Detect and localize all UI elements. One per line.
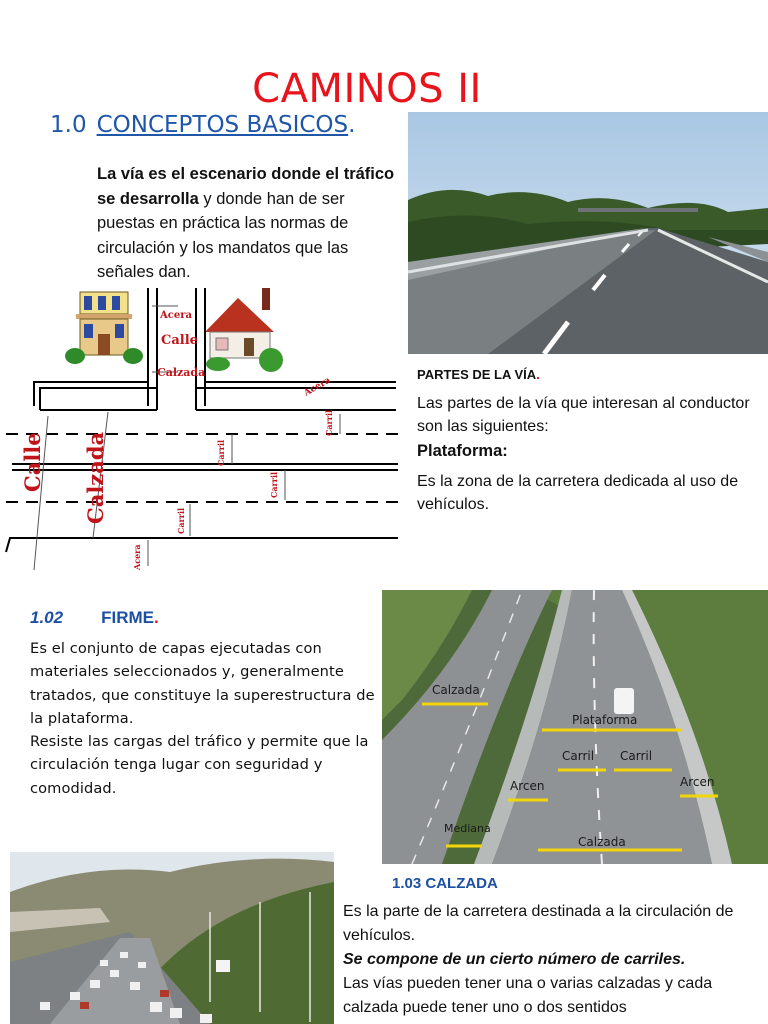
calzada-text bbox=[343, 900, 763, 1020]
firme-text-1: Es el conjunto de capas ejecutadas con materiales seleccionados y, generalmente tratados, que constituye la superestructura de la plataforma. bbox=[30, 640, 375, 727]
partes-text: Las partes de la vía que interesan al conductor son las siguientes: bbox=[417, 395, 750, 435]
section-number: 1.0 bbox=[50, 112, 87, 138]
diagram-label-acera-2: Acera bbox=[302, 375, 333, 399]
diagram-label-calzada: Calzada bbox=[157, 366, 206, 379]
calzada-text-1: Es la parte de la carretera destinada a la circulación de vehículos. bbox=[343, 903, 734, 944]
label-mediana: Mediana bbox=[444, 822, 491, 835]
calzada-heading: 1.03 CALZADA bbox=[392, 875, 498, 892]
label-arcen-left: Arcen bbox=[510, 779, 545, 793]
house-left-icon bbox=[65, 292, 143, 364]
intro-bold: La vía es el escenario donde el tráfico se desarrolla bbox=[97, 165, 395, 208]
highway-parts-photo bbox=[382, 590, 768, 864]
section-title-suffix: . bbox=[348, 112, 356, 138]
traffic-photo bbox=[10, 852, 334, 1024]
firme-text bbox=[30, 637, 375, 800]
firme-text-2: Resiste las cargas del tráfico y permite que la circulación tenga lugar con seguridad y comodidad. bbox=[30, 733, 369, 797]
diagram-label-acera-3: Acera bbox=[132, 544, 142, 570]
calzada-text-3: Las vías pueden tener una o varias calzadas y cada calzada puede tener uno o dos sentidos bbox=[343, 975, 713, 1016]
diagram-label-acera: Acera bbox=[160, 310, 192, 321]
diagram-label-calzada-large: Calzada bbox=[83, 431, 108, 524]
label-arcen-right: Arcen bbox=[680, 775, 715, 789]
diagram-label-calle: Calle bbox=[161, 333, 198, 348]
section-title: CONCEPTOS BASICOS bbox=[96, 112, 349, 138]
firme-title: FIRME bbox=[101, 608, 154, 627]
label-plataforma: Plataforma bbox=[572, 713, 638, 727]
label-calzada-bottom: Calzada bbox=[578, 835, 626, 849]
street-diagram bbox=[0, 284, 400, 574]
plataforma-text: Es la zona de la carretera dedicada al uso de vehículos. bbox=[417, 473, 739, 513]
section-heading-conceptos bbox=[50, 112, 355, 138]
label-calzada-top: Calzada bbox=[432, 683, 480, 697]
firme-heading: 1.02 FIRME. bbox=[30, 608, 159, 627]
diagram-label-carril-1: Carril bbox=[324, 409, 334, 436]
diagram-label-carril-2: Carril bbox=[216, 439, 226, 466]
firme-number: 1.02 bbox=[30, 608, 64, 627]
diagram-label-carril-3: Carril bbox=[269, 471, 279, 498]
diagram-label-carril-4: Carril bbox=[176, 507, 186, 534]
road-photo bbox=[408, 112, 768, 354]
page-title: CAMINOS II bbox=[252, 66, 482, 112]
calzada-text-2: Se compone de un cierto número de carriles. bbox=[343, 951, 686, 968]
intro-rest: y donde han de ser puestas en práctica las normas de circulación y los mandatos que las señales dan. bbox=[97, 189, 349, 281]
label-carril-left: Carril bbox=[562, 749, 595, 763]
intro-paragraph bbox=[97, 162, 397, 285]
diagram-label-calle-large: Calle bbox=[20, 432, 45, 492]
plataforma-heading: Plataforma: bbox=[417, 442, 508, 460]
house-right-icon bbox=[205, 288, 283, 372]
label-carril-right: Carril bbox=[620, 749, 653, 763]
partes-heading: PARTES DE LA VÍA. bbox=[417, 367, 540, 382]
